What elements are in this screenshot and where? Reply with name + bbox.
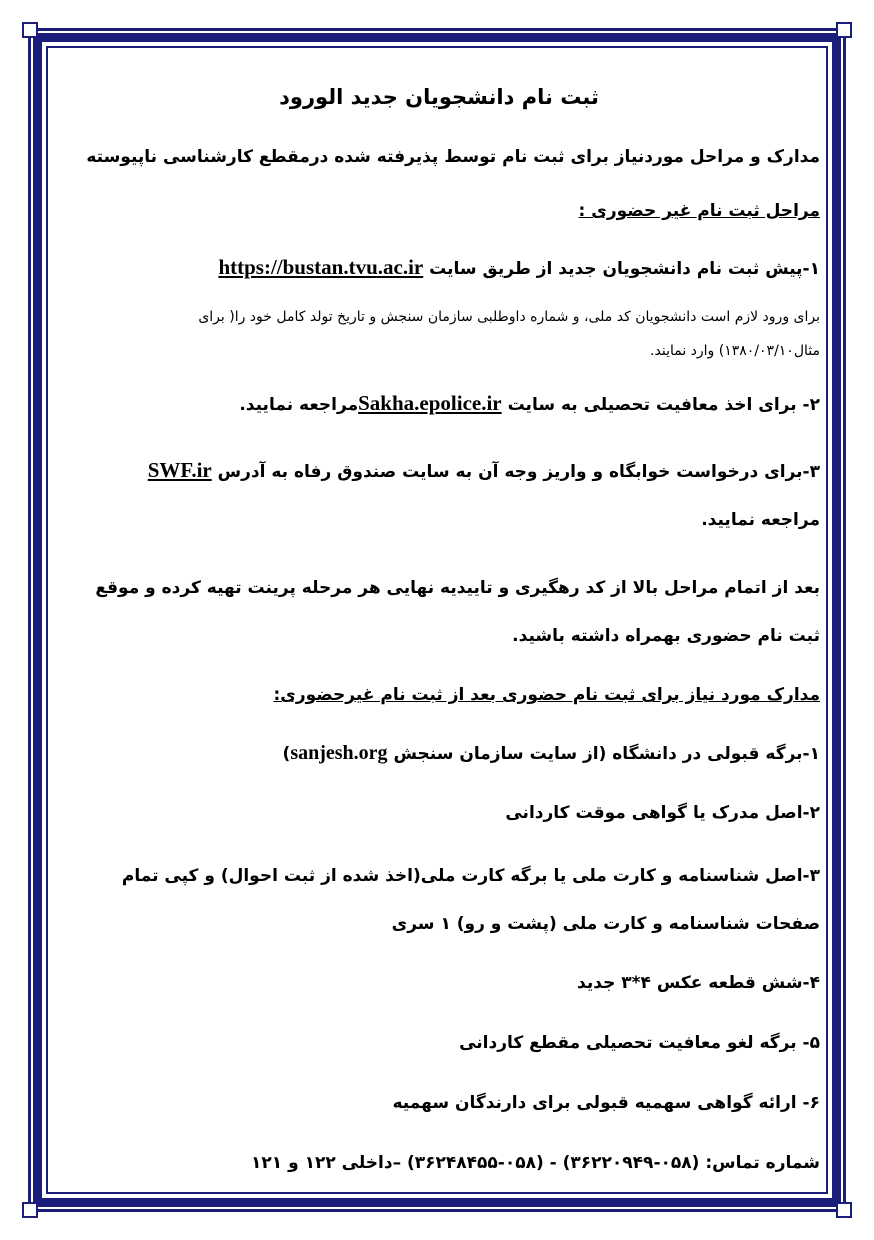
contact-info: شماره تماس: (۰۵۸-۳۶۲۲۰۹۴۹) - (۰۵۸-۳۶۲۴۸۴۵۵) –داخلی ۱۲۲ و ۱۲۱	[251, 1153, 820, 1173]
after-steps-line2: ثبت نام حضوری بهمراه داشته باشید.	[512, 626, 820, 646]
step-1-note	[58, 300, 820, 368]
step-1-note-line2: مثال۱۳۸۰/۰۳/۱۰) وارد نمایند.	[650, 343, 820, 359]
corner-ornament-bottom-right	[836, 1202, 852, 1218]
swf-link[interactable]: SWF.ir	[147, 458, 212, 482]
step-1	[58, 254, 820, 282]
online-registration-heading: مراحل ثبت نام غیر حضوری :	[578, 201, 820, 221]
document-3-line1: ۳-اصل شناسنامه و کارت ملی یا برگه کارت ملی(اخذ شده از ثبت احوال) و کپی تمام	[121, 866, 820, 886]
document-4: ۴-شش قطعه عکس ۴*۳ جدید	[577, 973, 820, 993]
document-3	[58, 852, 820, 948]
required-documents-heading: مدارک مورد نیاز برای ثبت نام حضوری بعد از ثبت نام غیرحضوری:	[273, 685, 820, 705]
page-title: ثبت نام دانشجویان جدید الورود	[279, 85, 599, 109]
step-3-text-line2: مراجعه نمایید.	[701, 510, 820, 530]
intro-text: مدارک و مراحل موردنیاز برای ثبت نام توسط پذیرفته شده درمقطع کارشناسی ناپیوسته	[86, 147, 820, 167]
document-1	[58, 740, 820, 767]
after-steps-line1: بعد از اتمام مراحل بالا از کد رهگیری و تاییدیه نهایی هر مرحله پرینت تهیه کرده و موقع	[95, 578, 820, 598]
document-6: ۶- ارائه گواهی سهمیه قبولی برای دارندگان سهمیه	[392, 1093, 820, 1113]
corner-ornament-top-left	[22, 22, 38, 38]
bustan-link[interactable]: https://bustan.tvu.ac.ir	[218, 255, 424, 279]
step-1-note-line1: برای ورود لازم است دانشجویان کد ملی، و شماره داوطلبی سازمان سنجش و تاریخ تولد کامل خود را( برای	[198, 309, 820, 325]
step-3	[58, 446, 820, 544]
step-2-text-after: مراجعه نمایید.	[239, 395, 359, 415]
corner-ornament-bottom-left	[22, 1202, 38, 1218]
step-3-text: ۳-برای درخواست خوابگاه و واریز وجه آن به سایت صندوق رفاه به آدرس	[217, 462, 820, 482]
step-2	[58, 390, 820, 418]
document-2: ۲-اصل مدرک یا گواهی موقت کاردانی	[505, 803, 820, 823]
sakha-link[interactable]: Sakha.epolice.ir	[358, 391, 502, 415]
after-steps-note	[58, 564, 820, 660]
sanjesh-link[interactable]: sanjesh.org	[290, 742, 388, 764]
corner-ornament-top-right	[836, 22, 852, 38]
document-1-text: ۱-برگه قبولی در دانشگاه (از سایت سازمان سنجش	[393, 744, 820, 764]
document-5: ۵- برگه لغو معافیت تحصیلی مقطع کاردانی	[459, 1033, 820, 1053]
document-body	[58, 70, 820, 1176]
step-2-text-before: ۲- برای اخذ معافیت تحصیلی به سایت	[507, 395, 820, 415]
document-1-close: )	[282, 744, 291, 764]
step-1-text: ۱-پیش ثبت نام دانشجویان جدید از طریق سایت	[429, 259, 820, 279]
document-3-line2: صفحات شناسنامه و کارت ملی (پشت و رو) ۱ سری	[391, 914, 820, 934]
